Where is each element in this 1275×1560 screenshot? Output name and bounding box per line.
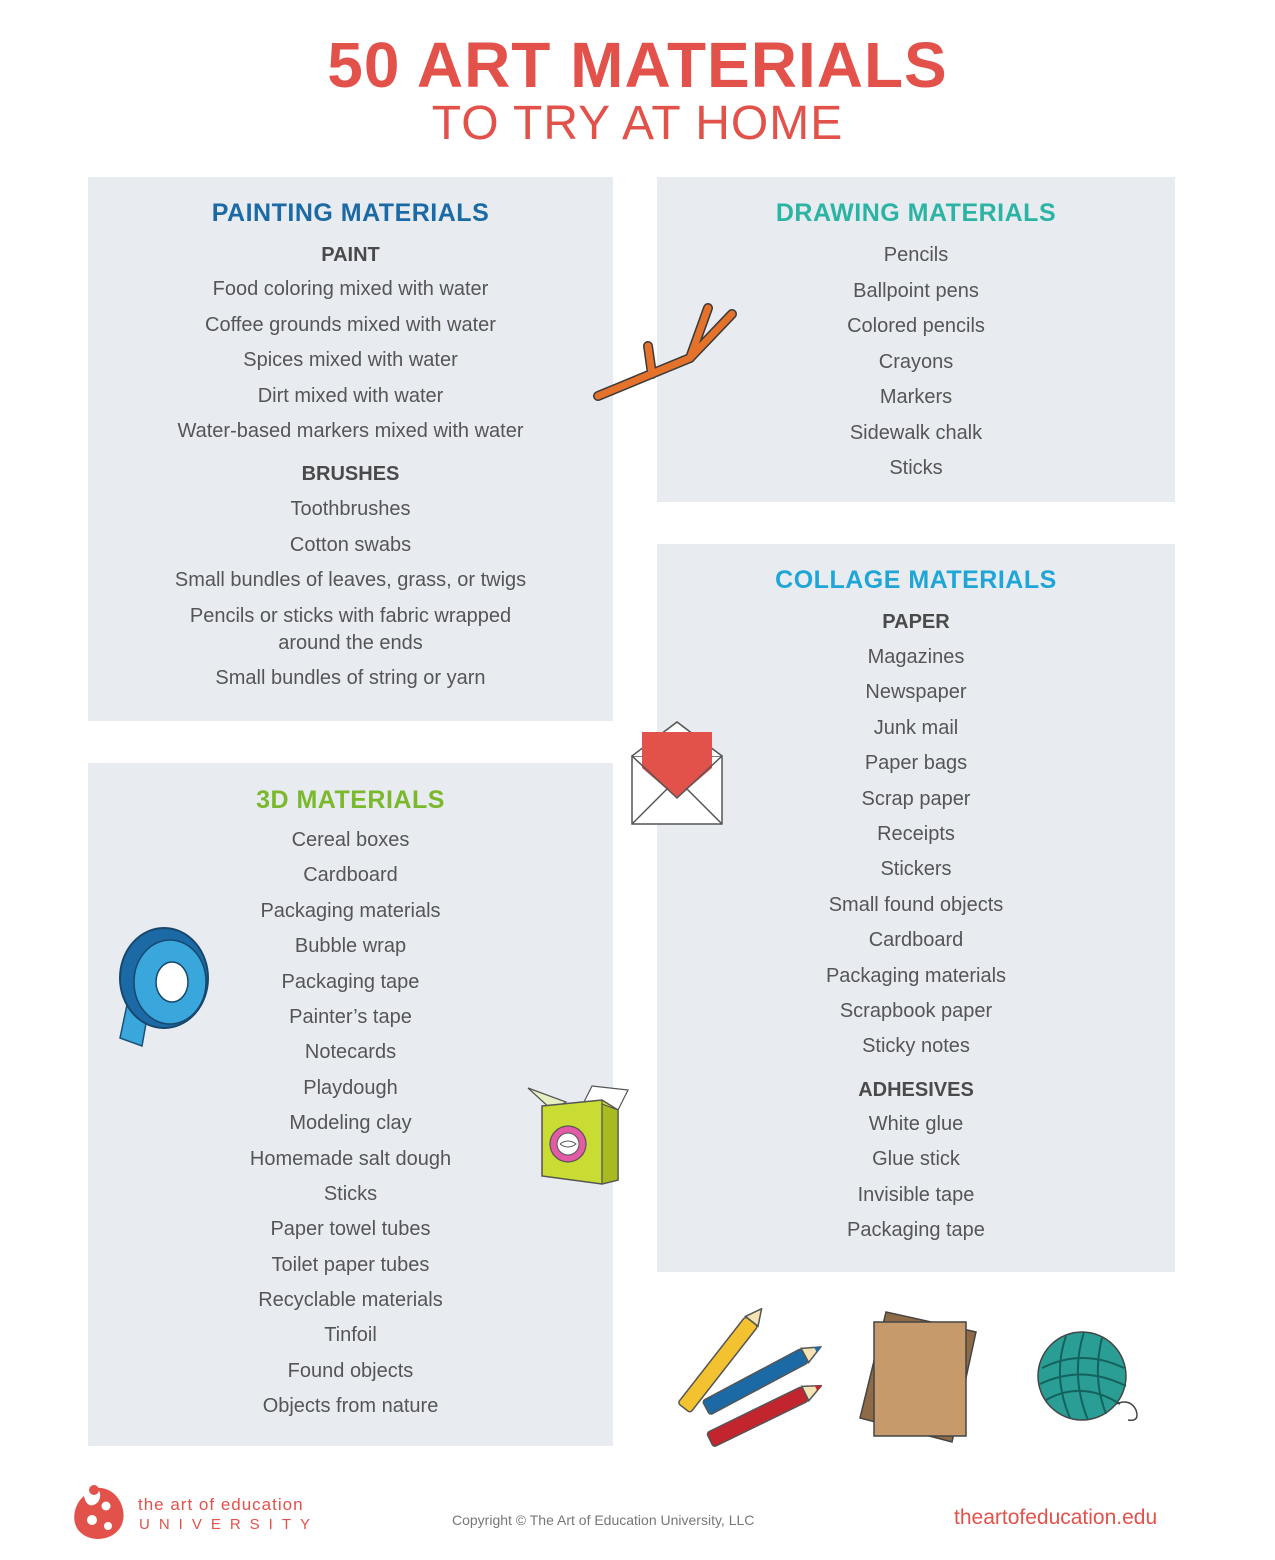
- list-item: Coffee grounds mixed with water: [205, 313, 496, 336]
- paint-subheading: PAINT: [321, 244, 380, 266]
- adhesives-list: [657, 1113, 1175, 1255]
- brushes-subheading: BRUSHES: [301, 463, 400, 485]
- list-item: Cereal boxes: [291, 829, 410, 851]
- list-item: Dirt mixed with water: [257, 384, 444, 407]
- list-item: Food coloring mixed with water: [212, 278, 489, 300]
- list-item: Colored pencils: [847, 315, 985, 337]
- page-title: 50 ART MATERIALS: [327, 29, 948, 101]
- website-link[interactable]: theartofeducation.edu: [954, 1506, 1158, 1529]
- list-item: Small bundles of leaves, grass, or twigs: [174, 569, 527, 591]
- list-item: Sidewalk chalk: [849, 421, 983, 444]
- list-item: Playdough: [303, 1076, 398, 1099]
- list-item: Spices mixed with water: [243, 349, 458, 371]
- palette-logo-icon: [72, 1482, 128, 1544]
- list-item: Cardboard: [868, 929, 964, 952]
- list-item: Packaging materials: [260, 899, 441, 922]
- envelope-icon: [628, 718, 728, 828]
- colored-pencils-icon: [672, 1308, 822, 1448]
- cereal-box-icon: [522, 1080, 634, 1190]
- painting-heading: PAINTING MATERIALS: [211, 199, 490, 227]
- list-item: White glue: [868, 1113, 964, 1135]
- list-item: Invisible tape: [857, 1183, 975, 1206]
- list-item: Packaging tape: [281, 970, 420, 993]
- list-item: around the ends: [278, 631, 423, 654]
- list-item: Pencils or sticks with fabric wrapped: [189, 604, 512, 627]
- list-item: Sticks: [323, 1182, 378, 1205]
- list-item: Sticky notes: [862, 1035, 970, 1058]
- list-item: Receipts: [877, 822, 955, 845]
- list-item: Notecards: [304, 1041, 397, 1064]
- list-item: Scrap paper: [861, 787, 971, 810]
- threed-heading: 3D MATERIALS: [256, 786, 445, 814]
- list-item: Bubble wrap: [294, 935, 407, 958]
- list-item: Modeling clay: [289, 1112, 412, 1135]
- list-item: Found objects: [287, 1359, 414, 1382]
- list-item: Stickers: [880, 858, 952, 881]
- list-item: Toothbrushes: [290, 498, 411, 520]
- twig-icon: [590, 300, 740, 410]
- tape-roll-icon: [108, 920, 213, 1055]
- logo-subtext: UNIVERSITY: [139, 1516, 320, 1533]
- list-item: Magazines: [867, 646, 965, 668]
- brushes-list: [88, 498, 613, 703]
- list-item: Homemade salt dough: [249, 1147, 452, 1170]
- list-item: Small found objects: [828, 893, 1004, 916]
- adhesives-subheading: ADHESIVES: [858, 1079, 974, 1101]
- list-item: Tinfoil: [324, 1324, 377, 1347]
- paper-list: [657, 646, 1175, 1071]
- list-item: Markers: [879, 386, 953, 408]
- list-item: Paper bags: [864, 752, 968, 775]
- painting-panel: [88, 177, 613, 721]
- list-item: Small bundles of string or yarn: [215, 667, 486, 689]
- list-item: Sticks: [889, 457, 943, 479]
- list-item: Crayons: [878, 350, 954, 373]
- list-item: Glue stick: [872, 1148, 960, 1171]
- paper-subheading: PAPER: [882, 611, 950, 633]
- paint-list: [88, 278, 613, 456]
- list-item: Scrapbook paper: [839, 999, 993, 1022]
- list-item: Recyclable materials: [258, 1289, 443, 1312]
- list-item: Cardboard: [303, 864, 398, 887]
- collage-panel: [657, 544, 1175, 1272]
- yarn-ball-icon: [1032, 1328, 1144, 1430]
- logo-text: the art of education: [138, 1495, 304, 1514]
- list-item: Junk mail: [873, 716, 959, 739]
- list-item: Ballpoint pens: [853, 279, 979, 302]
- list-item: Newspaper: [865, 681, 967, 704]
- list-item: Pencils: [883, 244, 949, 266]
- list-item: Paper towel tubes: [270, 1218, 431, 1241]
- drawing-heading: DRAWING MATERIALS: [775, 199, 1057, 227]
- paper-stack-icon: [852, 1308, 984, 1448]
- list-item: Objects from nature: [262, 1395, 439, 1418]
- list-item: Toilet paper tubes: [271, 1253, 430, 1276]
- list-item: Water-based markers mixed with water: [177, 420, 524, 442]
- list-item: Packaging materials: [825, 964, 1007, 987]
- list-item: Packaging tape: [847, 1219, 985, 1242]
- list-item: Painter’s tape: [289, 1005, 412, 1028]
- list-item: Cotton swabs: [289, 533, 412, 556]
- page-subtitle: TO TRY AT HOME: [431, 97, 844, 150]
- copyright-text: Copyright © The Art of Education University, LLC: [452, 1512, 755, 1528]
- collage-heading: COLLAGE MATERIALS: [775, 566, 1057, 594]
